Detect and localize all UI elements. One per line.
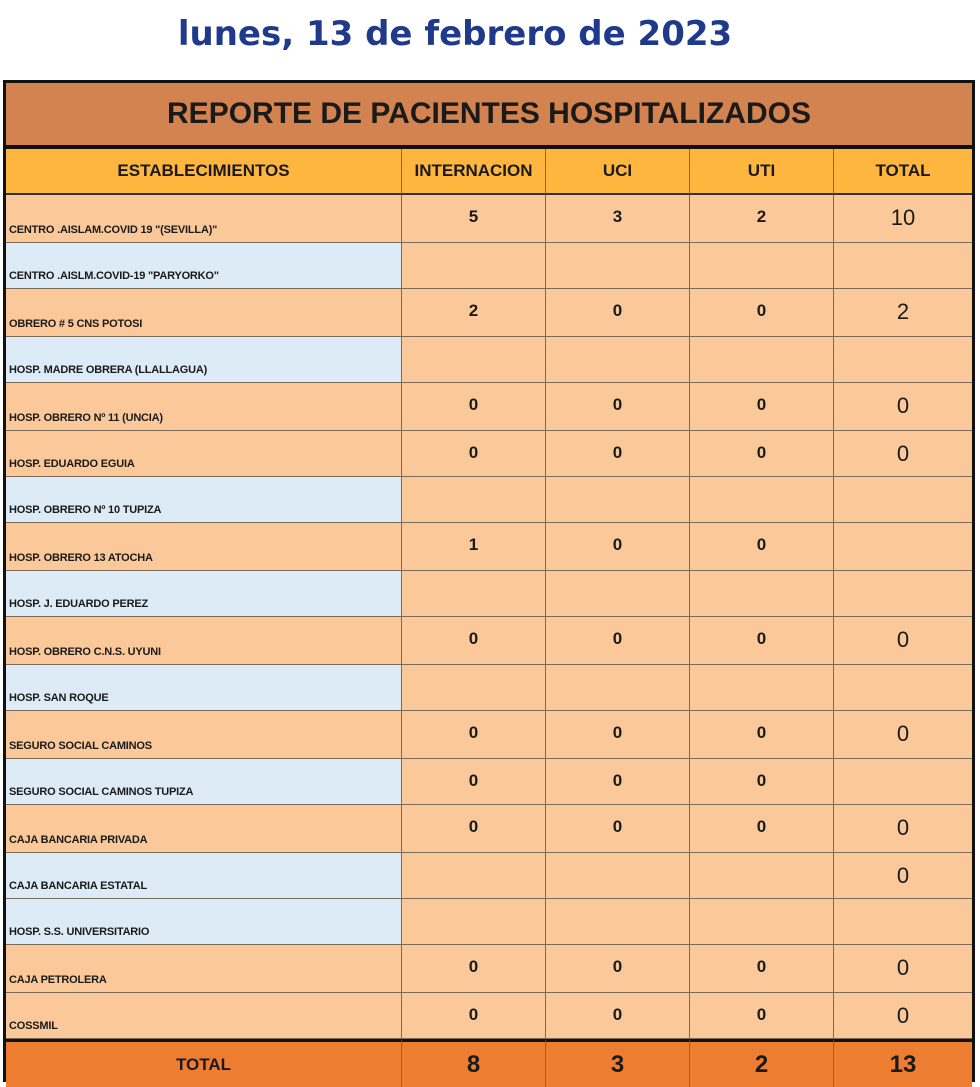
row-total: 0 (834, 853, 972, 899)
row-establecimiento: CAJA BANCARIA PRIVADA (6, 805, 402, 853)
row-internacion (402, 665, 546, 711)
row-establecimiento: HOSP. OBRERO 13 ATOCHA (6, 523, 402, 571)
row-establecimiento: HOSP. SAN ROQUE (6, 665, 402, 711)
row-internacion: 0 (402, 711, 546, 759)
row-total: 0 (834, 617, 972, 665)
report-table (3, 80, 975, 1082)
totals-label: TOTAL (6, 1039, 402, 1087)
row-uti: 0 (690, 431, 834, 477)
row-uti: 0 (690, 993, 834, 1039)
row-uti: 0 (690, 711, 834, 759)
header-uci: UCI (546, 149, 690, 195)
row-uci: 3 (546, 195, 690, 243)
row-uti (690, 243, 834, 289)
row-total: 0 (834, 431, 972, 477)
row-uti (690, 337, 834, 383)
row-total: 10 (834, 195, 972, 243)
row-establecimiento: SEGURO SOCIAL CAMINOS (6, 711, 402, 759)
row-internacion: 0 (402, 759, 546, 805)
row-establecimiento: OBRERO # 5 CNS POTOSI (6, 289, 402, 337)
row-total (834, 523, 972, 571)
row-total (834, 759, 972, 805)
row-internacion (402, 853, 546, 899)
row-uti: 0 (690, 805, 834, 853)
row-total (834, 243, 972, 289)
row-uci (546, 665, 690, 711)
row-uti: 0 (690, 759, 834, 805)
row-internacion (402, 571, 546, 617)
row-internacion: 0 (402, 993, 546, 1039)
totals-total: 13 (834, 1039, 972, 1087)
row-establecimiento: SEGURO SOCIAL CAMINOS TUPIZA (6, 759, 402, 805)
row-internacion (402, 899, 546, 945)
row-internacion (402, 337, 546, 383)
row-establecimiento: HOSP. S.S. UNIVERSITARIO (6, 899, 402, 945)
row-establecimiento: CENTRO .AISLM.COVID-19 "PARYORKO" (6, 243, 402, 289)
row-uci: 0 (546, 993, 690, 1039)
report-title: REPORTE DE PACIENTES HOSPITALIZADOS (6, 83, 972, 149)
row-uci (546, 477, 690, 523)
row-uci: 0 (546, 759, 690, 805)
row-total: 0 (834, 945, 972, 993)
row-uci: 0 (546, 617, 690, 665)
row-uti (690, 853, 834, 899)
report-date: lunes, 13 de febrero de 2023 (177, 14, 733, 54)
row-total (834, 665, 972, 711)
row-uci: 0 (546, 945, 690, 993)
header-internacion: INTERNACION (402, 149, 546, 195)
row-internacion: 0 (402, 383, 546, 431)
row-internacion: 0 (402, 617, 546, 665)
totals-uci: 3 (546, 1039, 690, 1087)
row-uti (690, 899, 834, 945)
row-total (834, 337, 972, 383)
row-internacion: 0 (402, 431, 546, 477)
row-establecimiento: CENTRO .AISLAM.COVID 19 "(SEVILLA)" (6, 195, 402, 243)
row-total (834, 899, 972, 945)
header-establecimientos: ESTABLECIMIENTOS (6, 149, 402, 195)
row-internacion: 1 (402, 523, 546, 571)
row-uti: 0 (690, 617, 834, 665)
row-uti (690, 477, 834, 523)
row-establecimiento: COSSMIL (6, 993, 402, 1039)
row-uci: 0 (546, 431, 690, 477)
header-total: TOTAL (834, 149, 972, 195)
row-establecimiento: CAJA PETROLERA (6, 945, 402, 993)
row-uci (546, 899, 690, 945)
header-uti: UTI (690, 149, 834, 195)
row-uci (546, 853, 690, 899)
row-uci: 0 (546, 523, 690, 571)
row-uti: 0 (690, 383, 834, 431)
row-internacion (402, 477, 546, 523)
row-establecimiento: HOSP. EDUARDO EGUIA (6, 431, 402, 477)
row-internacion: 2 (402, 289, 546, 337)
row-uci (546, 337, 690, 383)
row-total (834, 477, 972, 523)
row-uci: 0 (546, 289, 690, 337)
row-establecimiento: HOSP. J. EDUARDO PEREZ (6, 571, 402, 617)
row-uti (690, 665, 834, 711)
row-establecimiento: HOSP. OBRERO Nº 10 TUPIZA (6, 477, 402, 523)
row-total: 0 (834, 711, 972, 759)
report-grid (6, 149, 972, 1087)
row-total (834, 571, 972, 617)
row-internacion: 0 (402, 945, 546, 993)
row-internacion (402, 243, 546, 289)
row-uti (690, 571, 834, 617)
row-uci: 0 (546, 711, 690, 759)
row-total: 0 (834, 805, 972, 853)
row-internacion: 5 (402, 195, 546, 243)
row-internacion: 0 (402, 805, 546, 853)
row-uci (546, 243, 690, 289)
row-uci: 0 (546, 383, 690, 431)
row-uci (546, 571, 690, 617)
row-uci: 0 (546, 805, 690, 853)
row-total: 2 (834, 289, 972, 337)
row-uti: 0 (690, 945, 834, 993)
row-establecimiento: HOSP. OBRERO C.N.S. UYUNI (6, 617, 402, 665)
row-uti: 2 (690, 195, 834, 243)
row-total: 0 (834, 993, 972, 1039)
totals-internacion: 8 (402, 1039, 546, 1087)
row-uti: 0 (690, 289, 834, 337)
row-uti: 0 (690, 523, 834, 571)
row-establecimiento: HOSP. OBRERO Nº 11 (UNCIA) (6, 383, 402, 431)
totals-uti: 2 (690, 1039, 834, 1087)
row-total: 0 (834, 383, 972, 431)
row-establecimiento: CAJA BANCARIA ESTATAL (6, 853, 402, 899)
row-establecimiento: HOSP. MADRE OBRERA (LLALLAGUA) (6, 337, 402, 383)
